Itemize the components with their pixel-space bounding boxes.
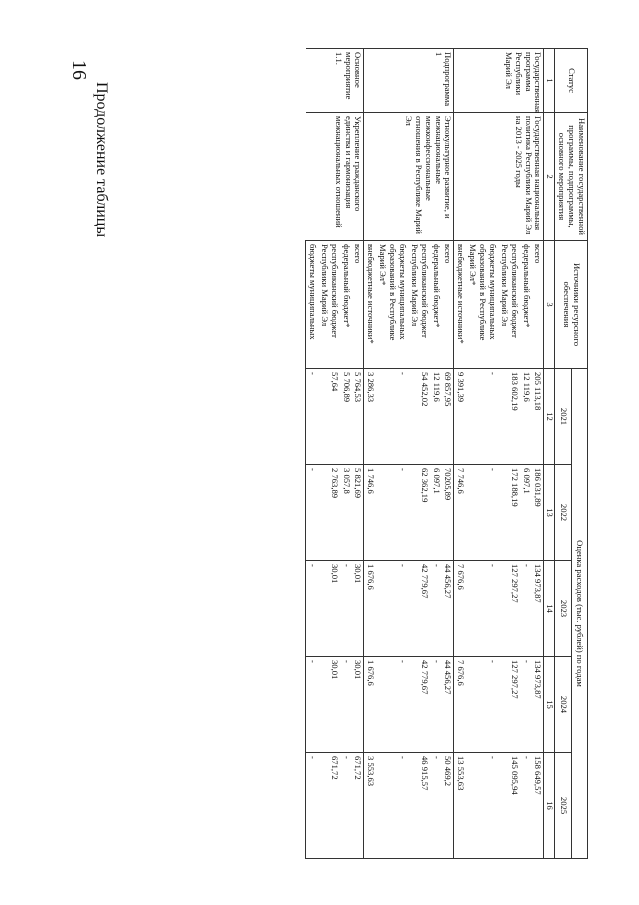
amount-cell: 5 706,89 <box>340 369 352 465</box>
funding-source: федеральный бюджет* <box>520 241 532 369</box>
amount-cell: - <box>430 657 442 753</box>
amount-cell: 44 456,27 <box>442 657 454 753</box>
header-year: 2024 <box>555 657 571 753</box>
funding-source: всего <box>352 241 364 369</box>
amount-cell: 1 746,6 <box>364 465 376 561</box>
amount-cell: 205 113,18 <box>532 369 544 465</box>
amount-cell: 127 297,27 <box>498 561 520 657</box>
funding-source: внебюджетные источники* <box>364 241 376 369</box>
amount-cell: 12 119,6 <box>520 369 532 465</box>
amount-cell: 3 057,8 <box>340 465 352 561</box>
column-index: 2 <box>544 113 555 241</box>
amount-cell: - <box>520 753 532 859</box>
amount-cell: - <box>306 369 318 465</box>
amount-cell: - <box>340 657 352 753</box>
amount-cell: 57,64 <box>318 369 340 465</box>
amount-cell: 158 649,57 <box>532 753 544 859</box>
header-year: 2023 <box>555 561 571 657</box>
column-index: 3 <box>544 241 555 369</box>
amount-cell: 145 095,94 <box>498 753 520 859</box>
amount-cell: 1 676,6 <box>364 657 376 753</box>
amount-cell: 12 119,6 <box>430 369 442 465</box>
amount-cell: 2 763,89 <box>318 465 340 561</box>
amount-cell: - <box>520 657 532 753</box>
amount-cell: 7 746,6 <box>454 465 466 561</box>
amount-cell: 46 915,57 <box>408 753 430 859</box>
amount-cell: 30,01 <box>352 657 364 753</box>
amount-cell: 30,01 <box>318 561 340 657</box>
amount-cell: - <box>340 561 352 657</box>
amount-cell: 3 553,63 <box>364 753 376 859</box>
column-index: 14 <box>544 561 555 657</box>
amount-cell: - <box>376 561 408 657</box>
amount-cell: 54 452,02 <box>408 369 430 465</box>
funding-source: республиканский бюджет Республики Марий Эл <box>408 241 430 369</box>
amount-cell: - <box>306 465 318 561</box>
amount-cell: 42 779,67 <box>408 561 430 657</box>
funding-source: всего <box>442 241 454 369</box>
header-name: Наименование государственной программы, подпрограммы, основного мероприятия <box>555 113 588 241</box>
funding-source: всего <box>532 241 544 369</box>
table-caption: Продолжение таблицы <box>93 82 110 238</box>
header-source: Источники ресурсного обеспечения <box>555 241 588 369</box>
amount-cell: 671,72 <box>352 753 364 859</box>
table-row <box>352 49 364 859</box>
amount-cell: 13 553,63 <box>454 753 466 859</box>
amount-cell: - <box>430 753 442 859</box>
amount-cell: 134 973,87 <box>532 561 544 657</box>
amount-cell: 127 297,27 <box>498 657 520 753</box>
amount-cell: - <box>306 753 318 859</box>
column-index: 12 <box>544 369 555 465</box>
header-year: 2025 <box>555 753 571 859</box>
amount-cell: - <box>306 561 318 657</box>
funding-source: бюджеты муниципальных образований в Республике Марий Эл* <box>466 241 498 369</box>
header-year: 2022 <box>555 465 571 561</box>
header-status: Статус <box>555 49 588 113</box>
amount-cell: - <box>466 657 498 753</box>
amount-cell: 70205,89 <box>442 465 454 561</box>
amount-cell: 5 764,53 <box>352 369 364 465</box>
amount-cell: - <box>376 657 408 753</box>
table-row <box>532 49 544 859</box>
amount-cell: - <box>340 753 352 859</box>
table-body <box>306 49 544 859</box>
column-index: 16 <box>544 753 555 859</box>
row-status: Основное мероприятие 1.1. <box>306 49 364 113</box>
amount-cell: 30,01 <box>318 657 340 753</box>
amount-cell: - <box>466 465 498 561</box>
amount-cell: - <box>520 561 532 657</box>
funding-source: федеральный бюджет* <box>430 241 442 369</box>
amount-cell: - <box>376 369 408 465</box>
amount-cell: - <box>466 561 498 657</box>
amount-cell: - <box>306 657 318 753</box>
amount-cell: - <box>466 753 498 859</box>
amount-cell: 69 857,95 <box>442 369 454 465</box>
row-name: Этнокультурное развитие, и межнациональные межконфессиональные отношения в Республике Марий Эл <box>364 113 454 241</box>
funding-source: бюджеты муниципальных образований в Республике Марий Эл* <box>376 241 408 369</box>
amount-cell: 134 973,87 <box>532 657 544 753</box>
amount-cell: - <box>376 465 408 561</box>
amount-cell: 44 456,27 <box>442 561 454 657</box>
amount-cell: 1 676,6 <box>364 561 376 657</box>
amount-cell: 172 188,19 <box>498 465 520 561</box>
amount-cell: 9 391,39 <box>454 369 466 465</box>
amount-cell: 7 676,6 <box>454 561 466 657</box>
funding-source: внебюджетные источники* <box>454 241 466 369</box>
page-number: 16 <box>68 60 90 80</box>
column-index: 15 <box>544 657 555 753</box>
amount-cell: 50 469,2 <box>442 753 454 859</box>
expenditure-table <box>305 48 588 859</box>
amount-cell: 3 286,33 <box>364 369 376 465</box>
row-status: Подпрограмма 1 <box>364 49 454 113</box>
amount-cell: - <box>430 561 442 657</box>
amount-cell: 5 821,69 <box>352 465 364 561</box>
amount-cell: 6 097,1 <box>430 465 442 561</box>
funding-source: республиканский бюджет Республики Марий Эл <box>498 241 520 369</box>
row-name: Укрепление гражданского единства и гармонизация межнациональных отношений <box>306 113 364 241</box>
funding-source: федеральный бюджет* <box>340 241 352 369</box>
rotated-table-container <box>305 48 588 858</box>
amount-cell: 671,72 <box>318 753 340 859</box>
column-index: 1 <box>544 49 555 113</box>
header-year: 2021 <box>555 369 571 465</box>
amount-cell: 186 031,89 <box>532 465 544 561</box>
header-estimate: Оценка расходов (тыс. рублей) по годам <box>571 369 587 859</box>
amount-cell: 62 362,19 <box>408 465 430 561</box>
row-status: Государственная программа Республики Марий Эл <box>454 49 544 113</box>
table-row <box>442 49 454 859</box>
amount-cell: 30,01 <box>352 561 364 657</box>
amount-cell: - <box>376 753 408 859</box>
amount-cell: 6 097,1 <box>520 465 532 561</box>
amount-cell: 7 676,6 <box>454 657 466 753</box>
row-name: Государственная национальная политика Республики Марий Эл на 2013 - 2025 годы <box>454 113 544 241</box>
funding-source: республиканский бюджет Республики Марий Эл <box>318 241 340 369</box>
column-index: 13 <box>544 465 555 561</box>
amount-cell: - <box>466 369 498 465</box>
funding-source: бюджеты муниципальных <box>306 241 318 369</box>
amount-cell: 183 602,19 <box>498 369 520 465</box>
amount-cell: 42 779,67 <box>408 657 430 753</box>
